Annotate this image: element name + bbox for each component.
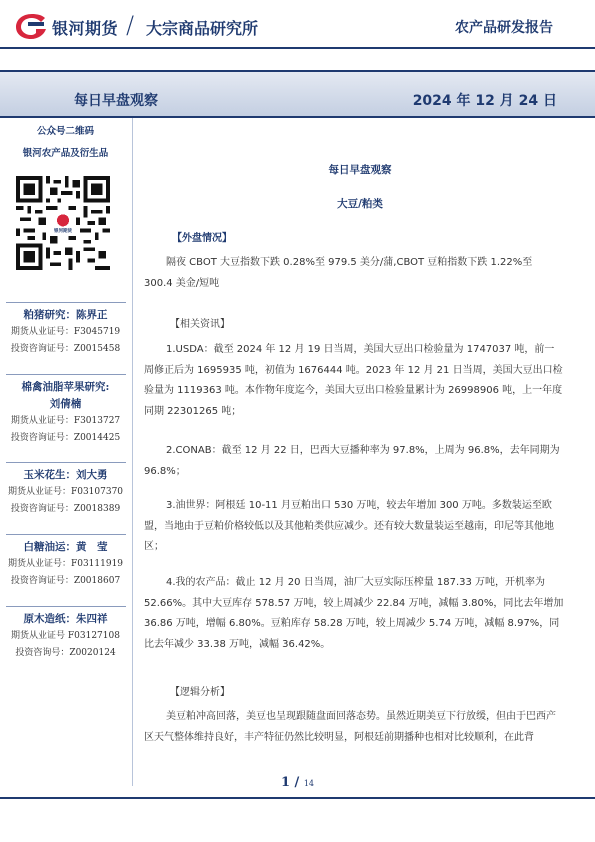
content-subtitle: 大豆/粕类 — [337, 198, 383, 210]
paragraph-logic: 美豆粕冲高回落，美豆也呈现跟随盘面回落态势。虽然近期美豆下行放缓，但由于巴西产区天气整体维持良好，丰产特征仍然比较明显，阿根廷前期播种也相对比较顺利，在此背 — [144, 711, 556, 743]
page-number — [0, 775, 595, 790]
analyst-block — [0, 611, 131, 662]
analyst-name: 玉米花生：刘大勇 — [23, 469, 108, 481]
qr-code-image — [16, 176, 110, 270]
section-logic: 【逻辑分析】 — [170, 687, 230, 698]
paragraph-news: 4.我的农产品：截止 12 月 20 日当周，油厂大豆实际压榨量 187.33 万吨，开机率为 52.66%。其中大豆库存 578.57 万吨，较上周减少 22.84 万吨，减幅 3.80%，同比去年增加 36.86 万吨，增幅 6.80%。豆粕库存 58.28 万吨，较上周减少 5.74 万吨，减幅 8.97%，同比去年减少 33.38 万吨，减幅 36.42%。 — [144, 577, 564, 650]
sidebar-divider — [132, 118, 133, 786]
page-total: 14 — [303, 779, 315, 788]
paragraph-news: 2.CONAB：截至 12 月 22 日，巴西大豆播种率为 97.8%，上周为 96.8%，去年同期为 96.8%； — [144, 445, 560, 477]
analyst-divider — [6, 302, 126, 303]
analyst-divider — [6, 462, 126, 463]
section-news: 【相关资讯】 — [170, 319, 230, 330]
report-title: 每日早盘观察 — [74, 93, 158, 109]
analyst-license-futures: 期货从业证号：F3045719 — [10, 327, 121, 337]
paragraph-news: 3.油世界：阿根廷 10-11 月豆粕出口 530 万吨，较去年增加 300 万吨。多数装运至欧盟，当地由于豆粕价格较低以及其他粕类供应减少。还有较大数量装运至越南，印尼等其他地区； — [144, 500, 554, 552]
analyst-license-futures: 期货从业证号 F03127108 — [11, 631, 120, 641]
analyst-divider — [6, 374, 126, 375]
analyst-divider — [6, 534, 126, 535]
analyst-license-futures: 期货从业证号：F03111919 — [7, 559, 124, 569]
institute-name: 大宗商品研究所 — [146, 19, 259, 38]
galaxy-futures-logo — [14, 12, 50, 40]
content-title: 每日早盘观察 — [328, 164, 392, 176]
paragraph-outer-market: 隔夜 CBOT 大豆指数下跌 0.28%至 979.5 美分/蒲,CBOT 豆粕指数下跌 1.22%至 300.4 美金/短吨 — [144, 257, 533, 289]
analyst-name: 棉禽油脂苹果研究: — [21, 381, 110, 393]
report-type: 农产品研发报告 — [455, 20, 553, 36]
analyst-block — [0, 379, 131, 447]
section-outer-market: 【外盘情况】 — [172, 233, 232, 244]
analyst-name: 粕猪研究：陈界正 — [23, 309, 108, 321]
analyst-name: 原木造纸：朱四祥 — [23, 613, 108, 625]
analyst-license-advisory: 投资咨询证号：Z0018389 — [10, 504, 121, 514]
analyst-block — [0, 467, 131, 518]
report-date: 2024 年 12 月 24 日 — [412, 93, 557, 109]
analyst-name: 白糖油运：黄 莹 — [23, 541, 108, 553]
page-current: 1 — [280, 775, 291, 790]
analyst-license-futures: 期货从业证号：F03107370 — [7, 487, 124, 497]
qr-title: 公众号二维码 — [36, 126, 94, 137]
analyst-license-advisory: 投资咨询证号：Z0018607 — [10, 576, 121, 586]
analyst-license-futures: 期货从业证号：F3013727 — [10, 416, 121, 426]
qr-subtitle: 银河农产品及衍生品 — [22, 148, 109, 159]
qr-center-label: 银河期货 — [54, 229, 72, 234]
page-separator: / — [294, 775, 300, 790]
analyst-name-line2: 刘倩楠 — [49, 398, 82, 410]
footer-rule — [0, 797, 595, 799]
analyst-license-advisory: 投资咨询号：Z0020124 — [15, 648, 116, 658]
header-slash: / — [126, 11, 135, 39]
analyst-license-advisory: 投资咨询证号：Z0014425 — [10, 433, 121, 443]
sidebar — [0, 118, 131, 790]
header-rule — [0, 47, 595, 49]
paragraph-news: 1.USDA：截至 2024 年 12 月 19 日当周，美国大豆出口检验量为 1747037 吨，前一周修正后为 1695935 吨，初值为 1676444 吨。2023 年 12 月 21 日当周，美国大豆出口检验量为 1119363 吨。本作物年度迄今，美国大豆出口检验量累计为 26998906 吨，上一年度同期 22301265 吨； — [144, 344, 563, 417]
analyst-license-advisory: 投资咨询证号：Z0015458 — [10, 344, 121, 354]
analyst-block — [0, 307, 131, 358]
analyst-block — [0, 539, 131, 590]
analyst-divider — [6, 606, 126, 607]
company-name: 银河期货 — [52, 19, 119, 38]
